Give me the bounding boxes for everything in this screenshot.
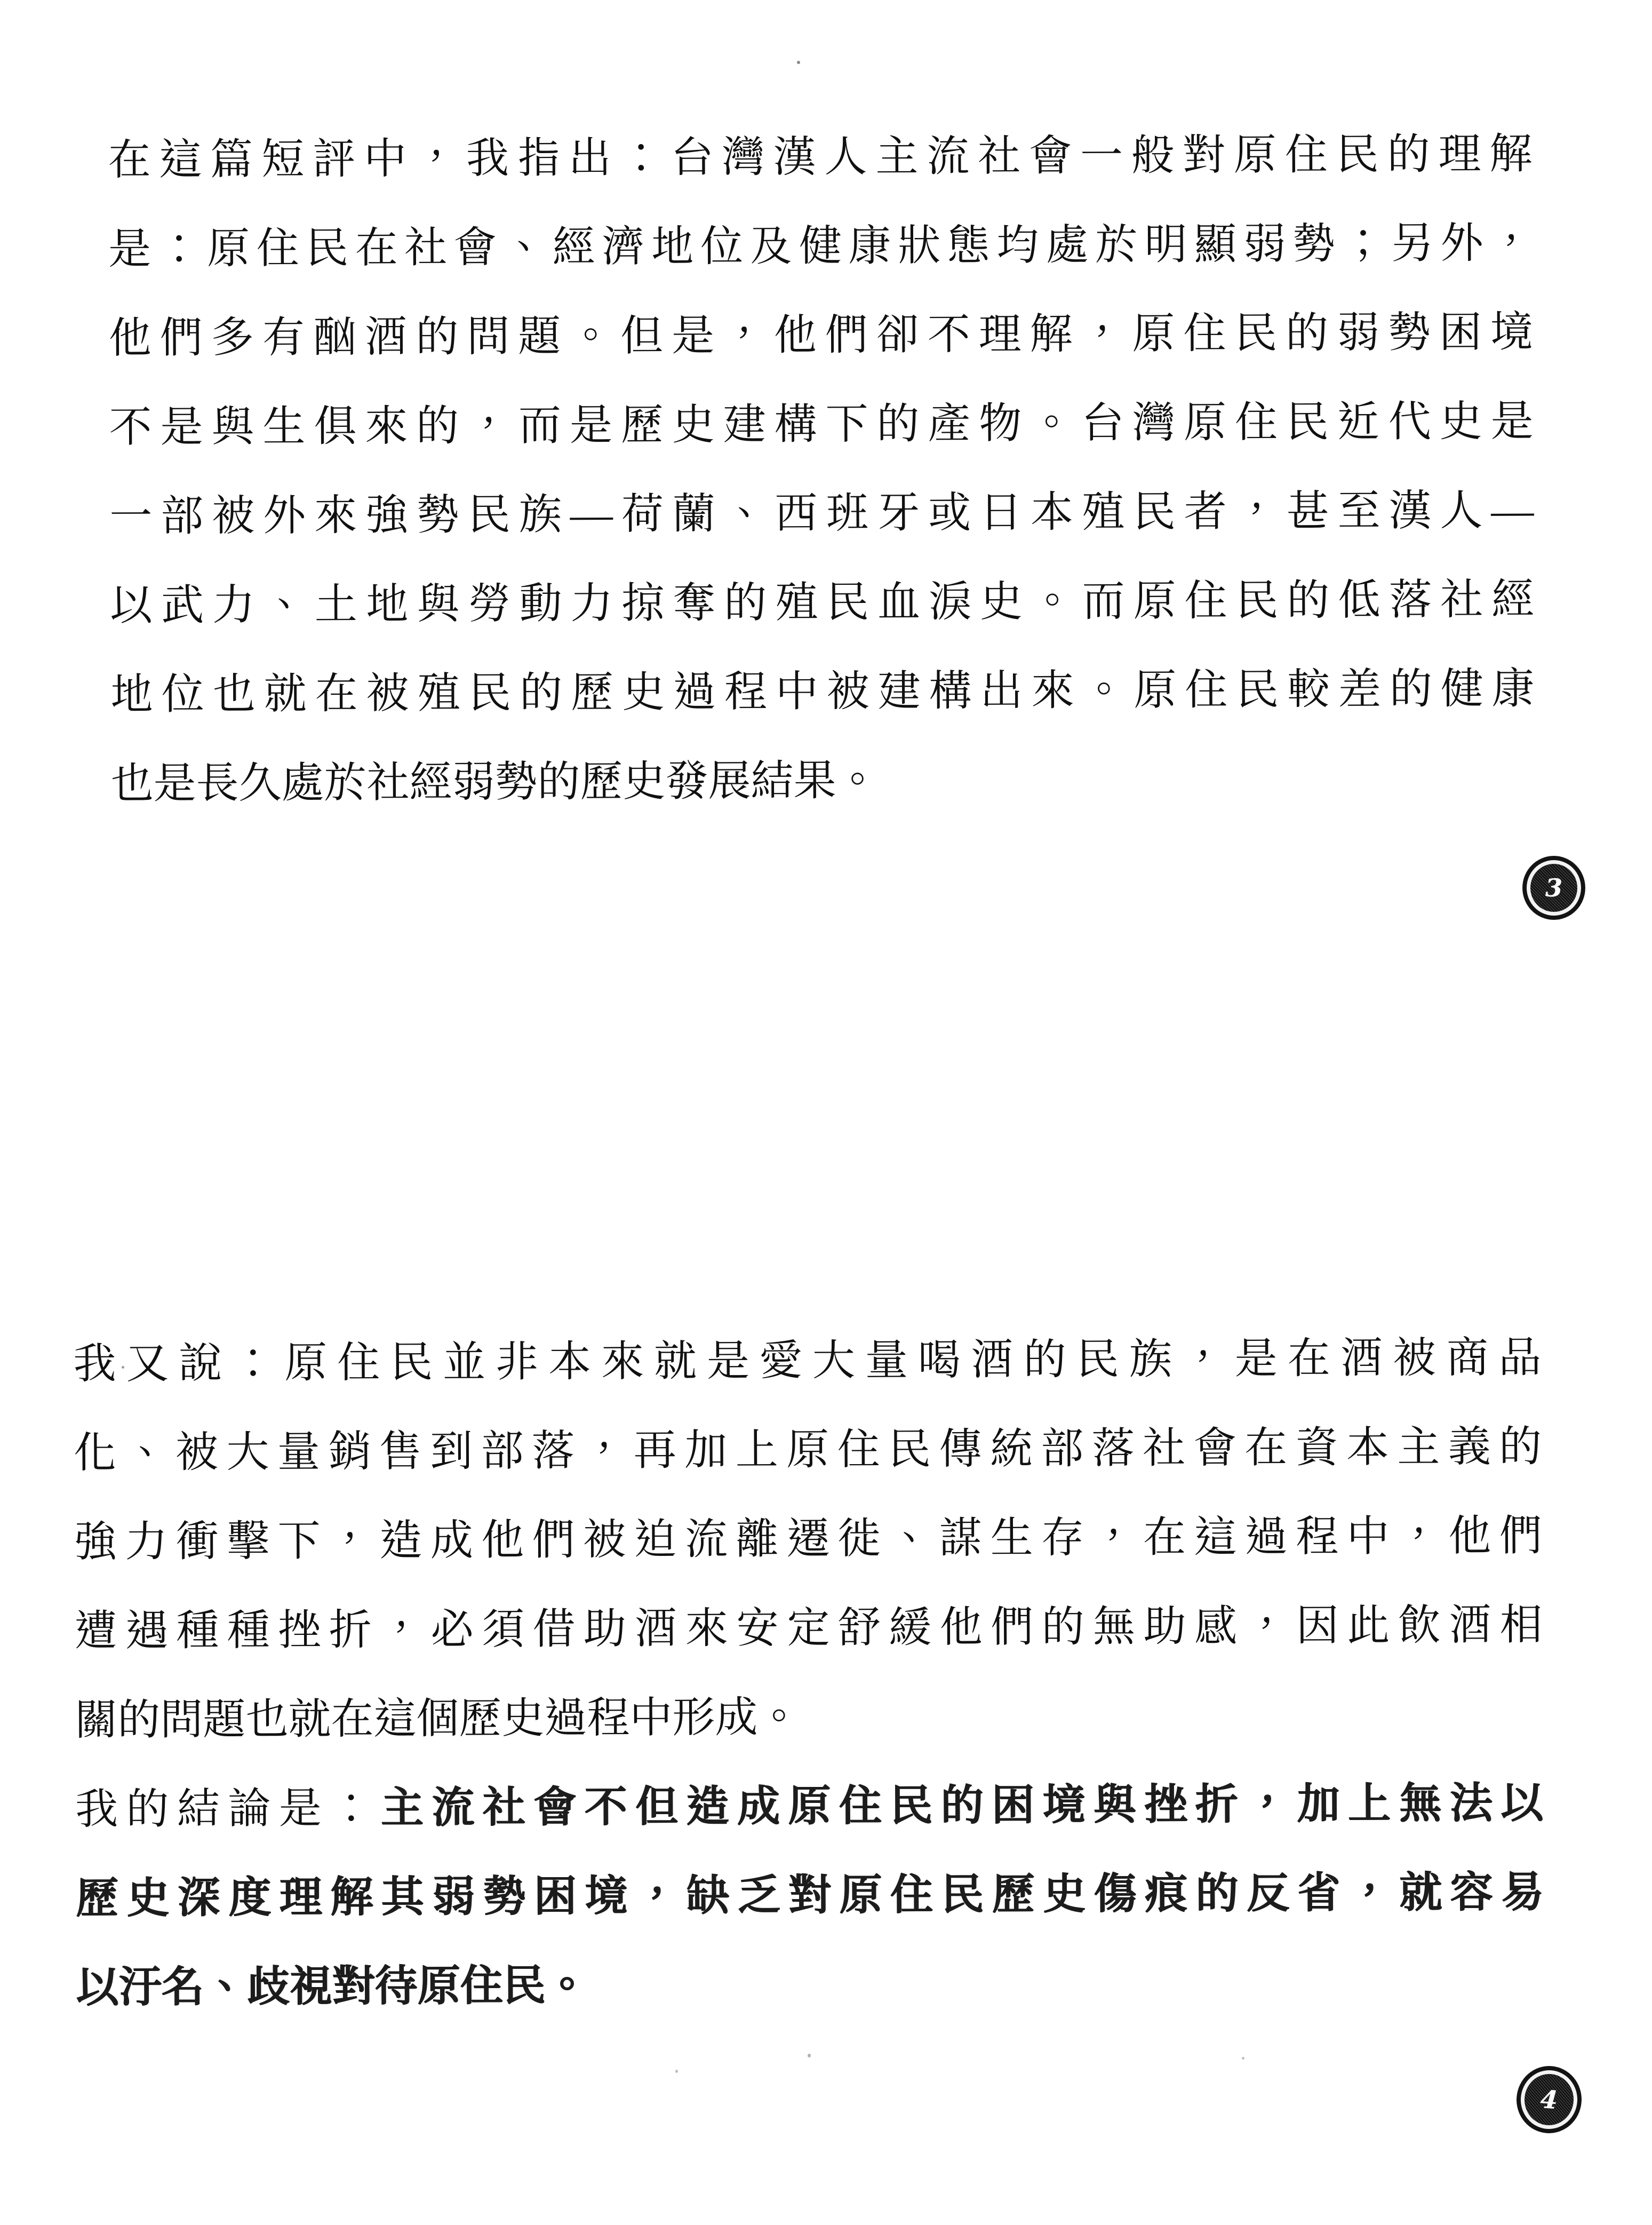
conclusion-prefix: 我的結論是：	[75, 1785, 381, 1834]
paragraph-top	[108, 110, 1535, 829]
text-line: 他們多有酗酒的問題。但是，他們卻不理解，原住民的弱勢困境	[108, 309, 1534, 362]
text-line: 我又說：原住民並非本來就是愛大量喝酒的民族，是在酒被商品	[73, 1334, 1542, 1388]
text-line: 在這篇短評中，我指出：台灣漢人主流社會一般對原住民的理解	[108, 131, 1533, 184]
text-line: 強力衝擊下，造成他們被迫流離遷徙、謀生存，在這過程中，他們	[74, 1512, 1543, 1567]
paragraph-bottom	[73, 1314, 1544, 2033]
page-number-badge	[1522, 856, 1585, 920]
scan-speck	[797, 61, 800, 64]
text-line: 以武力、土地與勞動力掠奪的殖民血淚史。而原住民的低落社經	[109, 576, 1535, 630]
text-line: 不是與生俱來的，而是歷史建構下的產物。台灣原住民近代史是	[109, 398, 1534, 451]
text-line-bold: 以汙名、歧視對待原住民。	[76, 1962, 588, 2012]
text-line: 化、被大量銷售到部落，再加上原住民傳統部落社會在資本主義的	[73, 1424, 1542, 1477]
text-line-bold: 歷史深度理解其弱勢困境，缺乏對原住民歷史傷痕的反省，就容易	[75, 1869, 1544, 1922]
conclusion-bold-text: 主流社會不但造成原住民的困境與挫折，加上無法以	[380, 1779, 1544, 1832]
scan-speck	[1242, 2057, 1244, 2060]
text-line: 地位也就在被殖民的歷史過程中被建構出來。原住民較差的健康	[110, 665, 1535, 719]
text-line: 也是長久處於社經弱勢的歷史發展結果。	[110, 757, 879, 808]
page-number: 4	[1539, 2084, 1559, 2115]
text-line-conclusion	[75, 1759, 1544, 1855]
text-line: 遭遇種種挫折，必須借助酒來安定舒緩他們的無助感，因此飲酒相	[74, 1601, 1543, 1656]
text-line: 是：原住民在社會、經濟地位及健康狀態均處於明顯弱勢；另外，	[108, 220, 1533, 273]
scan-speck	[675, 2070, 678, 2073]
scan-speck	[808, 2054, 811, 2057]
text-line: 一部被外來強勢民族—荷蘭、西班牙或日本殖民者，甚至漢人—	[109, 487, 1534, 541]
text-line: 關的問題也就在這個歷史過程中形成。	[75, 1694, 801, 1745]
scan-speck	[122, 1366, 124, 1369]
page-number: 3	[1545, 873, 1562, 902]
page-number-badge	[1514, 2064, 1584, 2135]
